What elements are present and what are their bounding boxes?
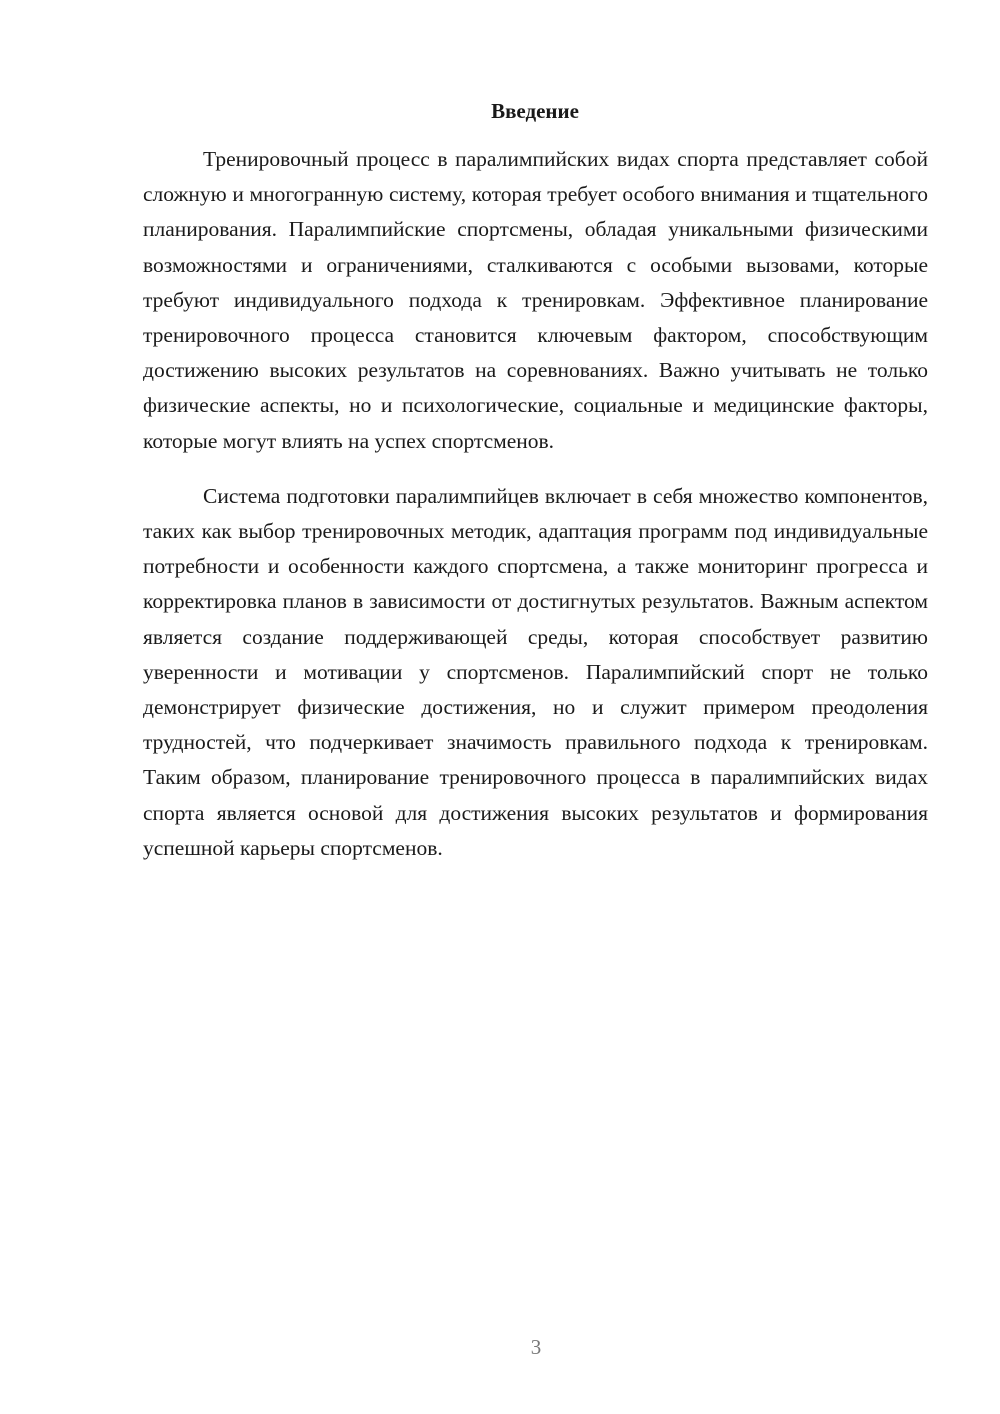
section-title: Введение: [491, 99, 579, 123]
paragraph-2: Система подготовки паралимпийцев включает в себя множество компонентов, таких как выбор тренировочных методик, адаптация программ под индивидуальные потребности и особенности каждого спортсмена, а также мониторинг прогресса и корректировка планов в зависимости от достигнутых результатов. Важным аспектом является создание поддерживающей среды, которая способствует развитию уверенности и мотивации у спортсменов. Паралимпийский спорт не только демонстрирует физические достижения, но и служит примером преодоления трудностей, что подчеркивает значимость правильного подхода к тренировкам. Таким образом, планирование тренировочного процесса в паралимпийских видах спорта является основой для достижения высоких результатов и формирования успешной карьеры спортсменов.: [143, 483, 928, 860]
page-number: 3: [530, 1335, 542, 1359]
body-text: [143, 142, 928, 866]
paragraph-1: Тренировочный процесс в паралимпийских видах спорта представляет собой сложную и многогранную систему, которая требует особого внимания и тщательного планирования. Паралимпийские спортсмены, обладая уникальными физическими возможностями и ограничениями, сталкиваются с особыми вызовами, которые требуют индивидуального подхода к тренировкам. Эффективное планирование тренировочного процесса становится ключевым фактором, способствующим достижению высоких результатов на соревнованиях. Важно учитывать не только физические аспекты, но и психологические, социальные и медицинские факторы, которые могут влиять на успех спортсменов.: [143, 147, 928, 453]
